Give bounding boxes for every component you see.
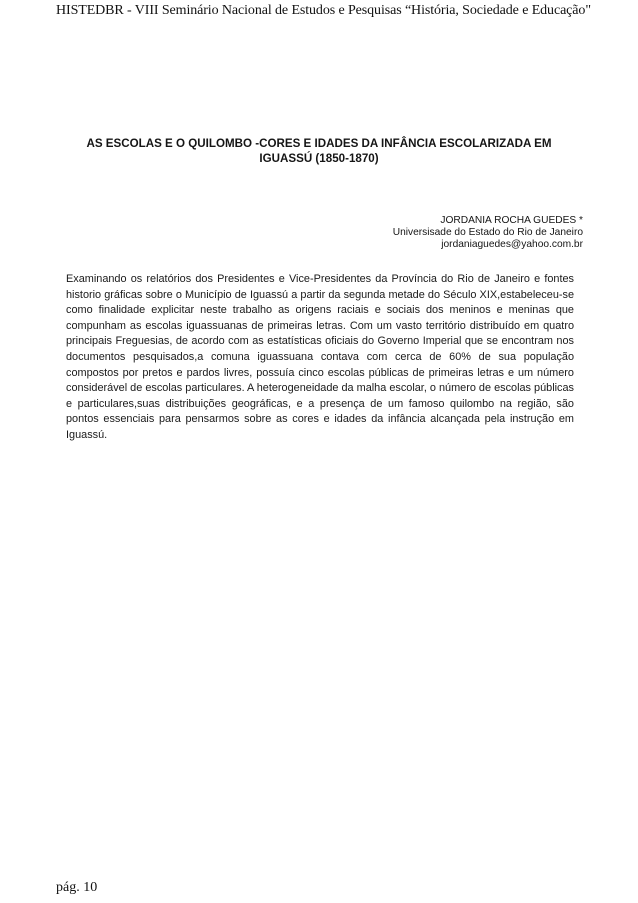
author-name: JORDANIA ROCHA GUEDES * [440, 215, 583, 226]
author-affiliation: Universisade do Estado do Rio de Janeiro [392, 227, 583, 238]
page-number: pág. 10 [56, 880, 98, 895]
abstract-paragraph: Examinando os relatórios dos Presidentes e Vice-Presidentes da Província do Rio de Janeiro e fontes historio gráficas sobre o Município de Iguassú a partir da segunda metade do Século XIX,estabeleceu-se como finalidade explicitar neste trabalho as origens raciais e sociais dos meninos e meninas que compunham as escolas iguassuanas de primeiras letras. Com um vasto território distribuído em quatro principais Freguesias, de acordo com as estatísticas oficiais do Governo Imperial que se encontram nos documentos pesquisados,a comuna iguassuana contava com cerca de 60% de sua população compostos por pretos e pardos livres, possuía cinco escolas públicas de primeiras letras e um número considerável de escolas particulares. A heterogeneidade da malha escolar, o número de escolas públicas e particulares,suas distribuições geográficas, e a presença de um famoso quilombo na região, são pontos essenciais para pensarmos sobre as cores e idades da infância alcançada pela instrução em Iguassú. [66, 273, 574, 441]
author-email: jordaniaguedes@yahoo.com.br [441, 239, 583, 250]
article-title: AS ESCOLAS E O QUILOMBO -CORES E IDADES DA INFÂNCIA ESCOLARIZADA EM IGUASSÚ (1850-1870) [86, 137, 552, 165]
running-header: HISTEDBR - VIII Seminário Nacional de Estudos e Pesquisas “História, Sociedade e Educação" [56, 3, 591, 18]
author-block [393, 215, 583, 251]
